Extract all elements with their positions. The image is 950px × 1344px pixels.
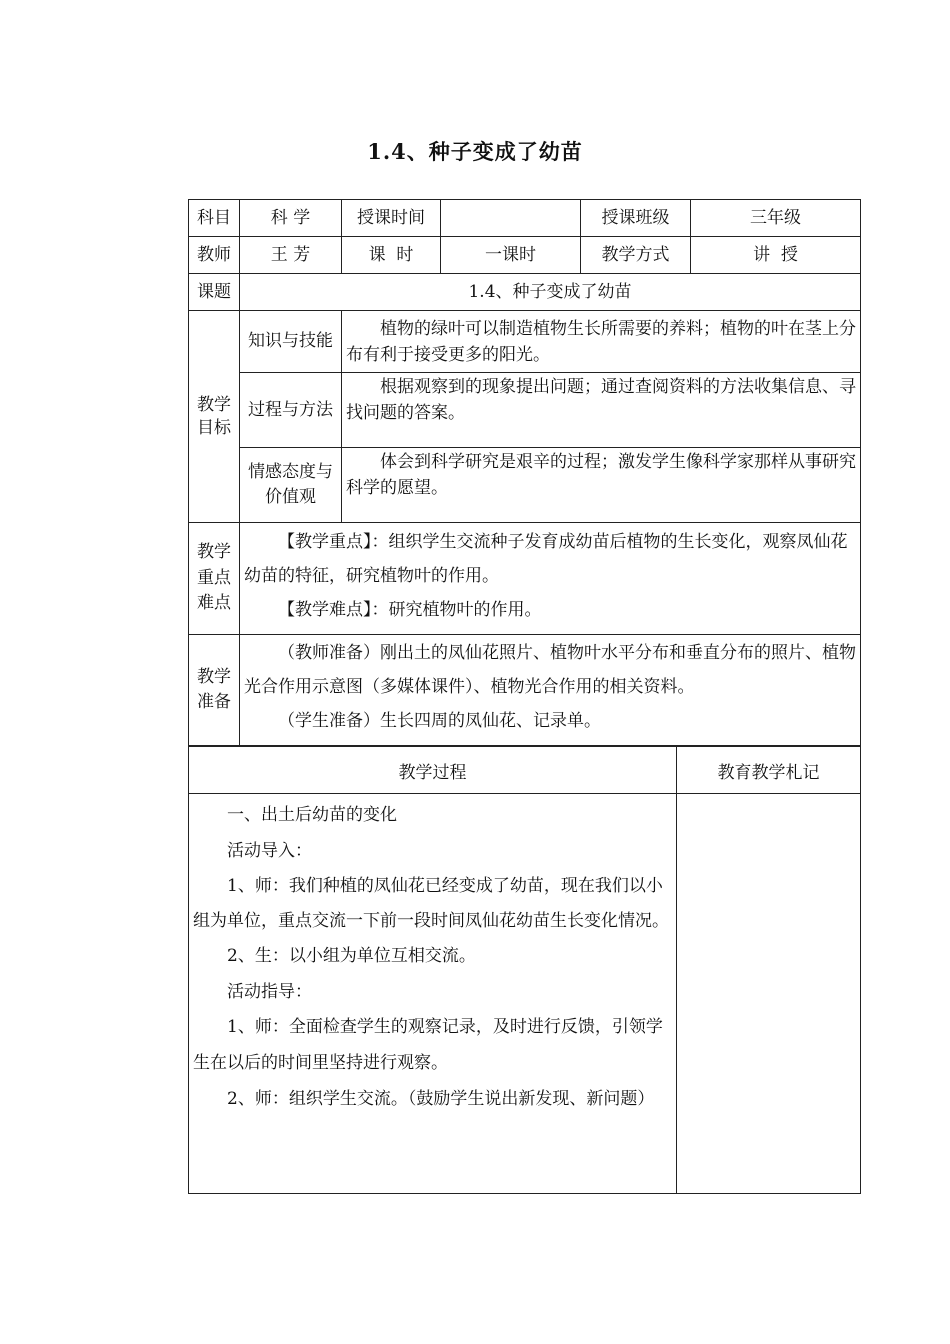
knowledge-label: 知识与技能	[240, 311, 342, 373]
class-group-value: 三年级	[691, 200, 861, 237]
process-goal: 根据观察到的现象提出问题；通过查阅资料的方法收集信息、寻找问题的答案。	[342, 373, 861, 448]
subject-value: 科 学	[240, 200, 342, 237]
period-value: 一课时	[441, 237, 581, 274]
process-header: 教学过程	[189, 747, 677, 794]
process-line: 活动导入：	[227, 840, 312, 861]
method-value: 讲 授	[691, 237, 861, 274]
process-label: 过程与方法	[240, 373, 342, 448]
topic-value: 1.4、种子变成了幼苗	[240, 274, 861, 311]
process-line: 活动指导：	[227, 981, 312, 1002]
lesson-info-table	[188, 199, 861, 746]
goals-label: 教学 目标	[189, 311, 240, 523]
period-label: 课 时	[342, 237, 441, 274]
difficult-point-text: 【教学难点】：研究植物叶的作用。	[278, 600, 542, 620]
keypoints-content	[240, 523, 861, 635]
student-prep-text: （学生准备）生长四周的凤仙花、记录单。	[278, 711, 601, 731]
process-body	[189, 794, 677, 1194]
method-label: 教学方式	[581, 237, 691, 274]
notes-body	[677, 794, 861, 1194]
attitude-goal: 体会到科学研究是艰辛的过程；激发学生像科学家那样从事研究科学的愿望。	[342, 448, 861, 523]
attitude-label: 情感态度与 价值观	[240, 448, 342, 523]
keypoints-label: 教学 重点 难点	[189, 523, 240, 635]
teacher-value: 王 芳	[240, 237, 342, 274]
notes-header: 教育教学札记	[677, 747, 861, 794]
knowledge-goal: 植物的绿叶可以制造植物生长所需要的养料；植物的叶在茎上分布有利于接受更多的阳光。	[342, 311, 861, 373]
class-time-label: 授课时间	[342, 200, 441, 237]
process-line: 2、生：以小组为单位互相交流。	[227, 946, 476, 967]
teacher-prep-text: （教师准备）刚出土的凤仙花照片、植物叶水平分布和垂直分布的照片、植物光合作用示意图（多媒体课件）、植物光合作用的相关资料。	[244, 643, 856, 697]
process-line: 一、出土后幼苗的变化	[227, 805, 397, 825]
subject-label: 科目	[189, 200, 240, 237]
process-line: 1、师：全面检查学生的观察记录，及时进行反馈，引领学生在以后的时间里坚持进行观察。	[193, 1017, 663, 1074]
process-line: 2、师：组织学生交流。（鼓励学生说出新发现、新问题）	[227, 1088, 655, 1109]
class-time-value	[441, 200, 581, 237]
prep-label: 教学 准备	[189, 635, 240, 746]
process-line: 1、师：我们种植的凤仙花已经变成了幼苗，现在我们以小组为单位，重点交流一下前一段时间凤仙花幼苗生长变化情况。	[193, 876, 669, 932]
teacher-label: 教师	[189, 237, 240, 274]
key-point-text: 【教学重点】：组织学生交流种子发育成幼苗后植物的生长变化，观察凤仙花幼苗的特征，研究植物叶的作用。	[244, 532, 848, 586]
prep-content	[240, 635, 861, 746]
class-group-label: 授课班级	[581, 200, 691, 237]
teaching-process-table	[188, 746, 861, 1194]
document-title: 1.4、种子变成了幼苗	[367, 139, 583, 164]
topic-label: 课题	[189, 274, 240, 311]
